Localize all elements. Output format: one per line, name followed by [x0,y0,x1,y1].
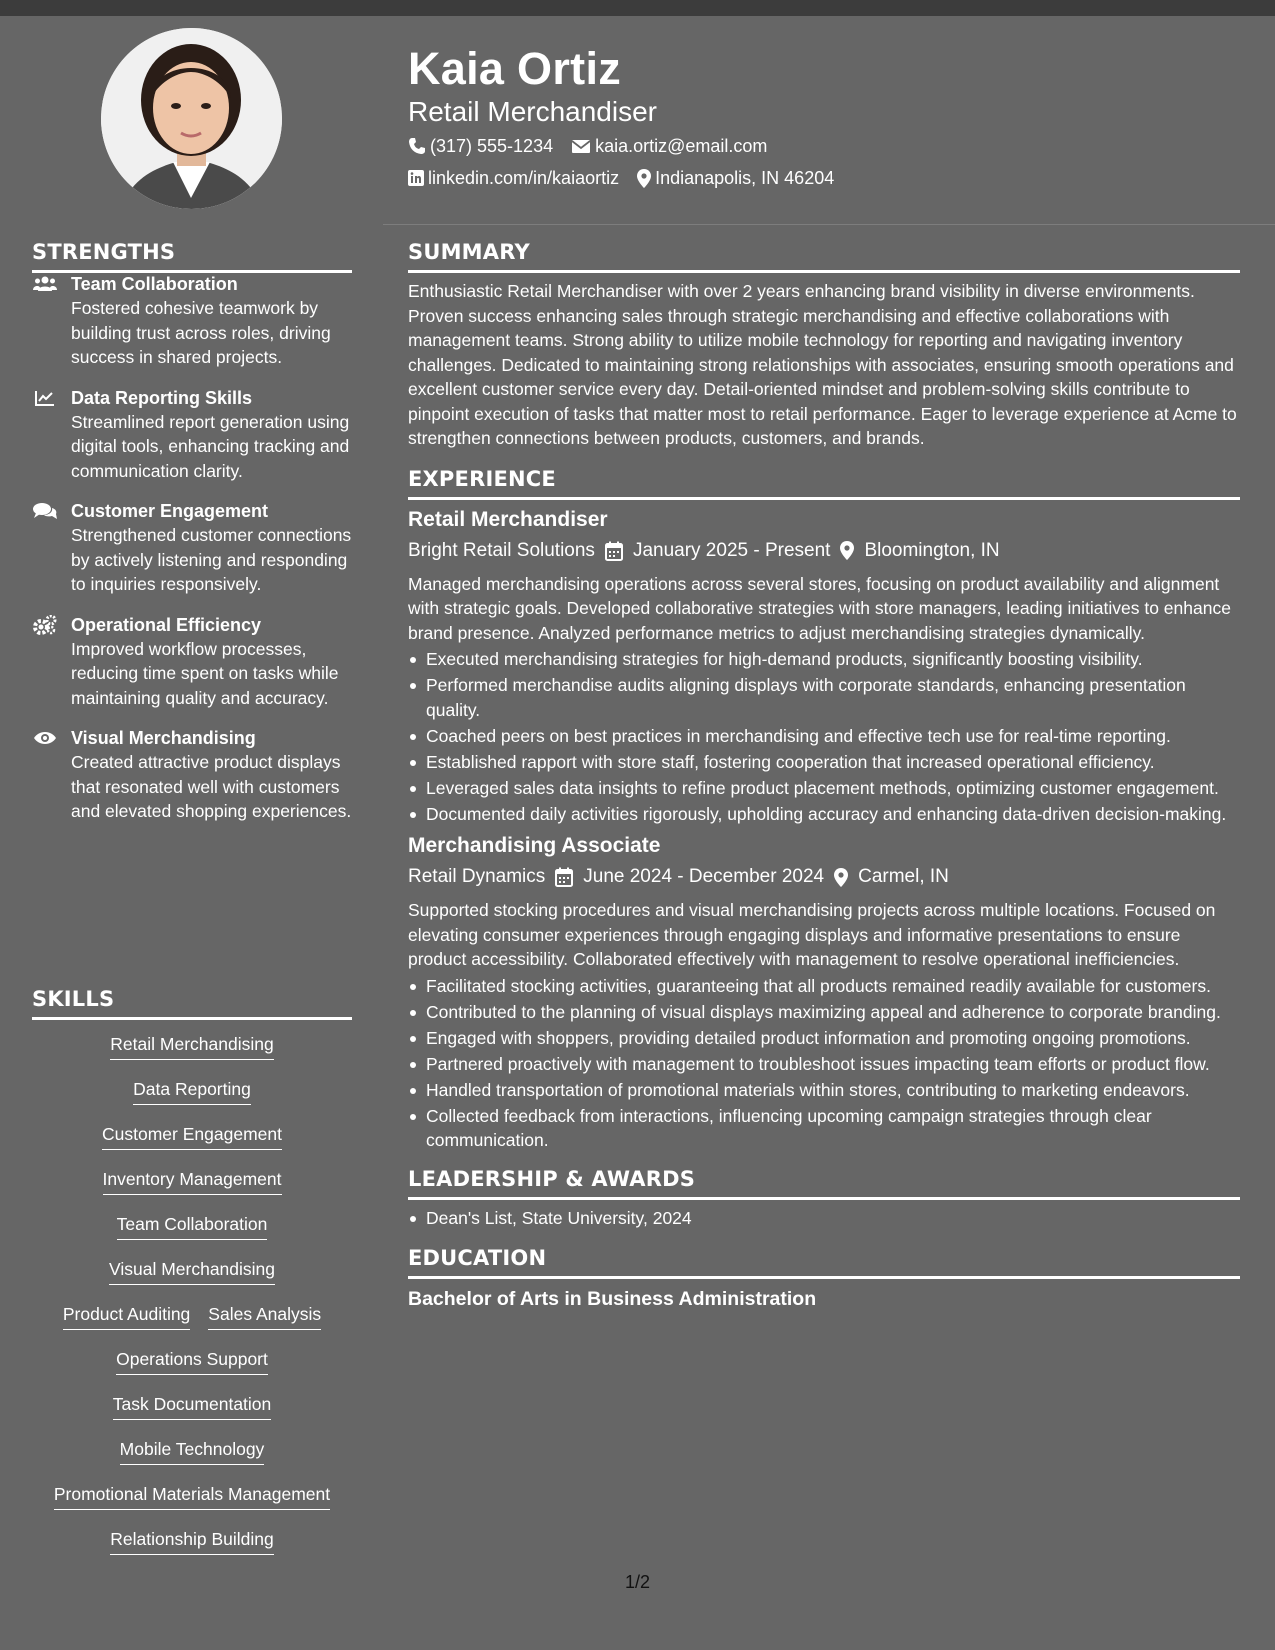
strength-title: Team Collaboration [71,274,238,294]
strength-description: Created attractive product displays that resonated well with customers and elevated shopping experiences. [71,752,352,821]
job-bullets [408,647,1240,826]
job-company: Retail Dynamics [408,866,546,887]
skill-tag: Relationship Building [110,1527,273,1555]
location-contact [637,166,834,190]
skill-tag: Product Auditing [63,1302,190,1330]
strength-item [32,726,362,824]
skill-tag: Promotional Materials Management [54,1482,330,1510]
skill-tag: Inventory Management [103,1167,282,1195]
strength-item [32,272,362,370]
bullet-item: Leveraged sales data insights to refine product placement methods, optimizing customer engagement. [408,776,1240,801]
header-divider [383,224,1275,225]
strength-description: Strengthened customer connections by actively listening and responding to inquiries responsively. [71,525,352,594]
bullet-item: Collected feedback from interactions, influencing upcoming campaign strategies through clear communication. [408,1104,1240,1153]
phone-contact [408,134,553,158]
bullet-item: Established rapport with store staff, fostering cooperation that increased operational efficiency. [408,750,1240,775]
email-contact[interactable] [571,134,767,158]
job-dates-group [605,537,831,565]
job-dates-group [555,863,824,891]
education-degree: Bachelor of Arts in Business Administration [408,1288,817,1310]
job-bullets [408,974,1240,1153]
strength-title: Data Reporting Skills [71,387,253,408]
top-bar [0,0,1275,16]
email-address[interactable]: kaia.ortiz@email.com [595,136,768,156]
bullet-item: Coached peers on best practices in merchandising and effective tech use for real-time reporting. [408,724,1240,749]
awards-list [408,1206,1240,1231]
skills-heading: SKILLS [32,987,352,1020]
users-icon [32,274,58,294]
job-location-group [840,537,999,565]
strength-description: Streamlined report generation using digital tools, enhancing tracking and communication clarity. [71,411,350,481]
strengths-heading: STRENGTHS [32,240,352,273]
strength-item [32,499,362,597]
skill-tag: Data Reporting [133,1077,251,1105]
bullet-item: Contributed to the planning of visual displays maximizing appeal and adherence to corporate branding. [408,1000,1240,1025]
skill-tag: Visual Merchandising [109,1257,275,1285]
page-number: 1/2 [625,1572,651,1592]
bullet-item: Documented daily activities rigorously, upholding accuracy and enhancing data-driven decision-making. [408,802,1240,827]
job-meta [408,863,1240,891]
gears-icon [32,615,58,635]
bullet-item: Partnered proactively with management to troubleshoot issues impacting team efforts or product flow. [408,1052,1240,1077]
calendar-icon [555,867,573,887]
strength-title: Visual Merchandising [71,728,256,748]
strength-description: Fostered cohesive teamwork by building trust across roles, driving success in shared projects. [71,298,331,367]
skill-tag: Operations Support [116,1347,268,1375]
skill-tag: Sales Analysis [208,1302,321,1330]
linkedin-url[interactable]: linkedin.com/in/kaiaortiz [428,168,620,188]
education-heading: EDUCATION [408,1246,1240,1279]
job-dates: June 2024 - December 2024 [583,866,825,887]
strength-item [32,613,362,711]
linkedin-contact[interactable] [408,166,619,190]
job-entry [408,506,1240,827]
bullet-item: Facilitated stocking activities, guaranteeing that all products remained readily available for customers. [408,974,1240,999]
envelope-icon [571,138,591,154]
job-location: Bloomington, IN [864,539,1000,561]
job-location-group [834,863,949,891]
comments-icon [32,501,58,521]
skill-tag: Customer Engagement [102,1122,282,1150]
job-dates: January 2025 - Present [632,539,831,561]
skills-list [32,1032,352,1572]
strengths-list [32,272,362,840]
strength-title: Customer Engagement [71,501,269,521]
candidate-name: Kaia Ortiz [408,43,622,94]
job-description: Managed merchandising operations across several stores, focusing on product availability and alignment with strategic goals. Developed collaborative strategies with store managers, leading initiatives to enhance brand presence. Analyzed performance metrics to adjust merchandising strategies dynamically. [408,573,1231,643]
phone-number: (317) 555-1234 [430,136,554,156]
strength-title: Operational Efficiency [71,614,262,635]
linkedin-icon [408,170,424,186]
map-marker-icon [840,541,854,560]
award-item: Dean's List, State University, 2024 [408,1206,1240,1231]
job-description: Supported stocking procedures and visual merchandising projects across multiple locations. Focused on elevating consumer experiences through engaging displays and informative presentations to ensure product accessibility. Collaborated effectively with management to resolve operational inefficiencies. [408,900,1216,969]
skill-tag: Team Collaboration [117,1212,268,1240]
skill-tag: Task Documentation [113,1392,272,1420]
job-location: Carmel, IN [858,866,949,887]
job-meta [408,537,1240,565]
job-company: Bright Retail Solutions [408,539,595,561]
job-entry [408,832,1240,1153]
summary-text: Enthusiastic Retail Merchandiser with over 2 years enhancing brand visibility in diverse environments. Proven success enhancing sales through strategic merchandising and effective collaborations with management teams. Strong ability to utilize mobile technology for reporting and navigating inventory challenges. Dedicated to maintaining strong relationships with associates, ensuring smooth operations and excellent customer service every day. Detail-oriented mindset and problem-solving skills contribute to pinpoint execution of tasks that matter most to retail performance. Eager to leverage experience at Acme to strengthen connections between products, customers, and brands. [408,281,1237,448]
job-title: Merchandising Associate [408,834,661,857]
map-marker-icon [834,868,848,887]
bullet-item: Handled transportation of promotional materials within stores, contributing to marketing endeavors. [408,1078,1240,1103]
location-text: Indianapolis, IN 46204 [655,168,835,188]
candidate-title: Retail Merchandiser [408,96,657,127]
bullet-item: Performed merchandise audits aligning displays with corporate standards, enhancing presentation quality. [408,673,1240,722]
skill-tag: Mobile Technology [120,1437,265,1465]
phone-icon [408,137,426,155]
calendar-icon [605,541,623,561]
eye-icon [32,728,58,748]
bullet-item: Engaged with shoppers, providing detailed product information and promoting ongoing promotions. [408,1026,1240,1051]
strength-item [32,386,362,484]
experience-heading: EXPERIENCE [408,467,1240,500]
chart-line-icon [32,388,58,408]
bullet-item: Executed merchandising strategies for high-demand products, significantly boosting visibility. [408,647,1240,672]
job-title: Retail Merchandiser [408,507,608,531]
main-content [408,240,1240,1313]
contact-row-2 [408,166,834,190]
map-marker-icon [637,169,651,188]
strength-description: Improved workflow processes, reducing time spent on tasks while maintaining quality and accuracy. [71,638,339,708]
avatar [101,28,282,209]
contact-row-1 [408,134,767,158]
skill-tag: Retail Merchandising [110,1032,273,1060]
awards-heading: LEADERSHIP & AWARDS [408,1167,1240,1200]
summary-heading: SUMMARY [408,240,1240,273]
